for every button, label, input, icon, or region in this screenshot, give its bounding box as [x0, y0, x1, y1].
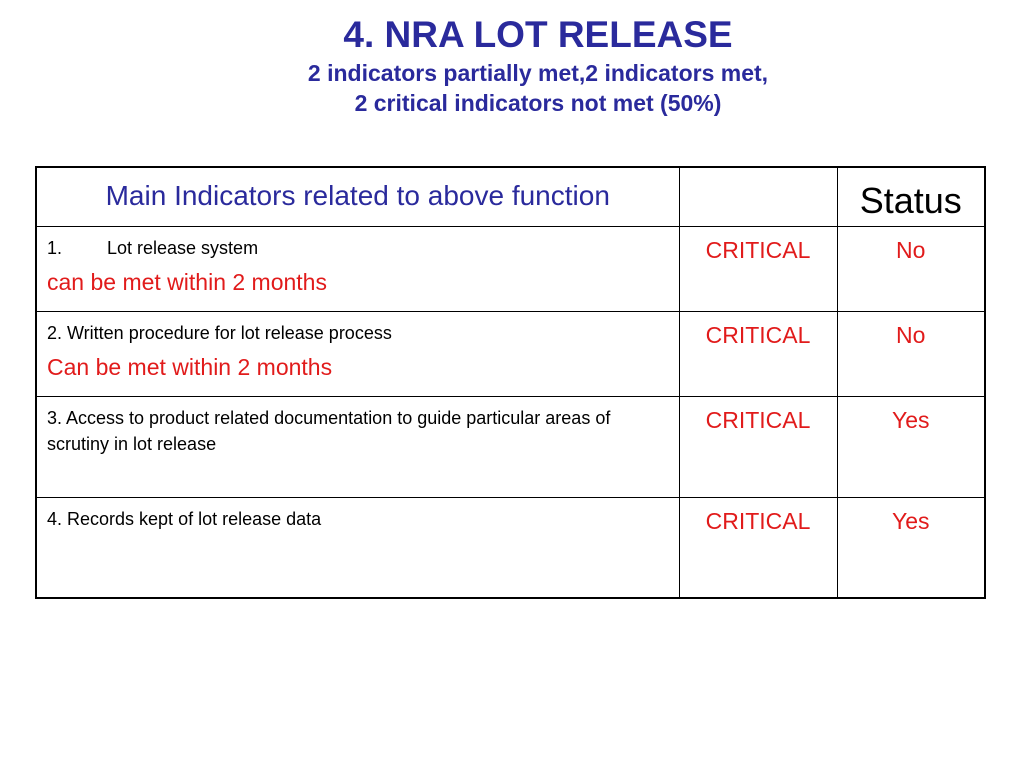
indicator-cell [36, 497, 679, 598]
header-status: Status [837, 167, 985, 226]
criticality-cell: CRITICAL [679, 311, 837, 396]
indicator-text [47, 235, 671, 261]
indicator-label: Lot release system [107, 237, 259, 258]
indicator-text: 2. Written procedure for lot release process [47, 322, 392, 343]
indicator-number: 1. [47, 237, 63, 258]
indicator-note: Can be met within 2 months [47, 353, 333, 380]
criticality-cell: CRITICAL [679, 396, 837, 497]
criticality-cell: CRITICAL [679, 226, 837, 311]
table-row [36, 396, 985, 497]
table-row [36, 311, 985, 396]
slide-subtitle-line-1: 2 indicators partially met,2 indicators met, [307, 60, 769, 86]
indicator-note: can be met within 2 months [47, 268, 327, 295]
status-cell: No [837, 226, 985, 311]
header-criticality [679, 167, 837, 226]
slide-subtitle-line-2: 2 critical indicators not met (50%) [354, 90, 722, 116]
indicator-text: 3. Access to product related documentation to guide particular areas of scrutiny in lot release [47, 407, 611, 454]
status-cell: Yes [837, 497, 985, 598]
criticality-cell: CRITICAL [679, 497, 837, 598]
indicator-cell [36, 226, 679, 311]
slide-title-block [0, 12, 1024, 118]
indicators-table [35, 166, 986, 599]
table-header-row [36, 167, 985, 226]
table-row [36, 226, 985, 311]
indicator-text: 4. Records kept of lot release data [47, 508, 322, 529]
table-row [36, 497, 985, 598]
status-cell: Yes [837, 396, 985, 497]
slide-title: 4. NRA LOT RELEASE [343, 14, 733, 55]
indicator-cell [36, 396, 679, 497]
indicator-cell [36, 311, 679, 396]
status-cell: No [837, 311, 985, 396]
header-main-indicators: Main Indicators related to above function [36, 167, 679, 226]
